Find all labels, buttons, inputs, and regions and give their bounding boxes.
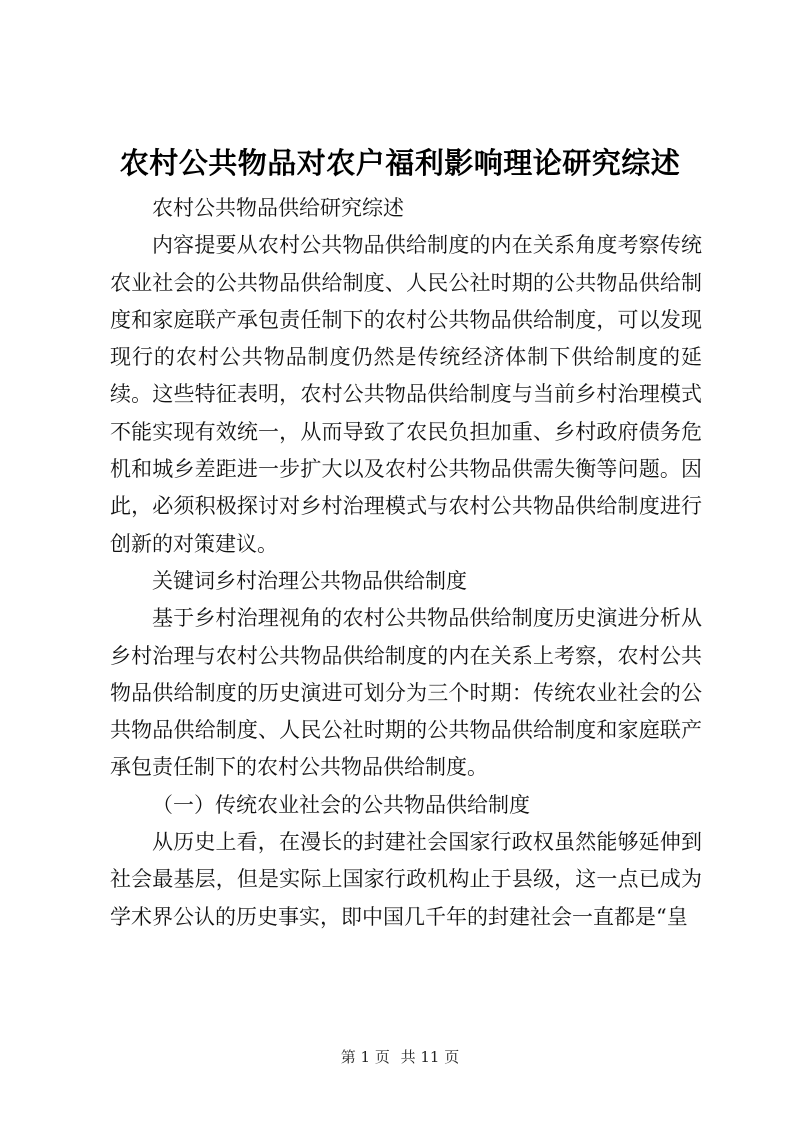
paragraph-history-analysis: 基于乡村治理视角的农村公共物品供给制度历史演进分析从乡村治理与农村公共物品供给制度的内在关系上考察，农村公共物品供给制度的历史演进可划分为三个时期：传统农业社会的公共物品供给制度、人民公社时期的公共物品供给制度和家庭联产承包责任制下的农村公共物品供给制度。 [110, 606, 702, 780]
paragraph-keywords: 关键词乡村治理公共物品供给制度 [152, 568, 467, 593]
document-title: 农村公共物品对农户福利影响理论研究综述 [119, 146, 681, 180]
page-number: 第 1 页 [340, 1048, 390, 1066]
document-body [110, 190, 702, 936]
paragraph-subtitle: 农村公共物品供给研究综述 [152, 196, 404, 220]
section-heading-traditional: （一）传统农业社会的公共物品供给制度 [152, 792, 530, 817]
page-footer [0, 1047, 800, 1067]
page-total: 共 11 页 [400, 1048, 460, 1066]
paragraph-abstract: 内容提要从农村公共物品供给制度的内在关系角度考察传统农业社会的公共物品供给制度、人民公社时期的公共物品供给制度和家庭联产承包责任制下的农村公共物品供给制度，可以发现现行的农村公共物品制度仍然是传统经济体制下供给制度的延续。这些特征表明，农村公共物品供给制度与当前乡村治理模式不能实现有效统一，从而导致了农民负担加重、乡村政府债务危机和城乡差距进一步扩大以及农村公共物品供需失衡等问题。因此，必须积极探讨对乡村治理模式与农村公共物品供给制度进行创新的对策建议。 [110, 233, 702, 556]
paragraph-history: 从历史上看，在漫长的封建社会国家行政权虽然能够延伸到社会最基层，但是实际上国家行政机构止于县级，这一点已成为学术界公认的历史事实，即中国几千年的封建社会一直都是“皇 [110, 830, 702, 929]
